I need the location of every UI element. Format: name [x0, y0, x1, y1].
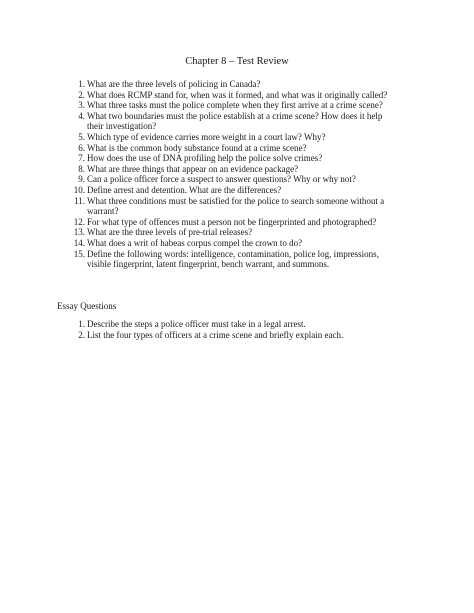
review-question: [72, 153, 392, 164]
question-number: 5.: [78, 131, 85, 142]
question-text: For what type of offences must a person not be fingerprinted and photographed?: [87, 216, 377, 227]
question-text: What three conditions must be satisfied for the police to search someone without a warrant?: [87, 195, 385, 217]
question-number: 14.: [73, 237, 85, 248]
question-number: 6.: [78, 142, 85, 153]
question-number: 1.: [78, 319, 85, 329]
question-number: 10.: [73, 184, 85, 195]
review-question: [72, 79, 392, 90]
question-number: 3.: [78, 100, 85, 111]
question-text: What are the three levels of pre-trial releases?: [87, 227, 253, 238]
question-number: 13.: [73, 227, 85, 238]
question-text: Can a police officer force a suspect to answer questions? Why or why not?: [87, 174, 356, 185]
question-text: Which type of evidence carries more weight in a court law? Why?: [87, 131, 326, 142]
question-number: 12.: [73, 216, 85, 227]
review-question: [72, 111, 392, 132]
review-question: [72, 227, 392, 238]
question-text: What is the common body substance found at a crime scene?: [87, 142, 307, 153]
essay-section-heading: Essay Questions: [57, 301, 117, 311]
question-number: 4.: [78, 110, 85, 121]
essay-question: [72, 319, 392, 330]
question-number: 1.: [78, 79, 85, 89]
review-question: [72, 185, 392, 196]
question-number: 2.: [78, 89, 85, 100]
review-question: [72, 132, 392, 143]
document-title: Chapter 8 – Test Review: [185, 56, 289, 67]
question-text: What three tasks must the police complete when they first arrive at a crime scene?: [87, 100, 383, 111]
review-question: [72, 143, 392, 154]
question-text: Describe the steps a police officer must take in a legal arrest.: [87, 319, 306, 329]
review-question: [72, 100, 392, 111]
question-text: Define the following words: intelligence, contamination, police log, impressions, visible fingerprint, latent fingerprint, bench warrant, and summons.: [87, 248, 379, 270]
essay-question-list: [72, 319, 392, 340]
question-number: 2.: [78, 329, 85, 340]
review-question: [72, 238, 392, 249]
review-question: [72, 164, 392, 175]
question-text: What does RCMP stand for, when was it formed, and what was it originally called?: [87, 89, 388, 100]
review-question: [72, 90, 392, 101]
review-question: [72, 217, 392, 228]
question-text: Define arrest and detention. What are the differences?: [87, 184, 282, 195]
question-text: What does a writ of habeas corpus compel the crown to do?: [87, 237, 303, 248]
question-number: 11.: [74, 195, 85, 206]
question-number: 8.: [78, 163, 85, 174]
review-question: [72, 196, 392, 217]
question-number: 15.: [73, 248, 85, 259]
essay-question: [72, 330, 392, 341]
review-question: [72, 249, 392, 270]
review-question-list: [72, 79, 392, 270]
review-question: [72, 174, 392, 185]
question-text: How does the use of DNA profiling help the police solve crimes?: [87, 153, 323, 164]
question-text: What are three things that appear on an evidence package?: [87, 163, 299, 174]
question-text: List the four types of officers at a crime scene and briefly explain each.: [87, 329, 344, 340]
question-text: What two boundaries must the police establish at a crime scene? How does it help their investigation?: [87, 110, 383, 132]
question-number: 9.: [78, 174, 85, 185]
question-number: 7.: [78, 153, 85, 164]
question-text: What are the three levels of policing in Canada?: [87, 79, 261, 89]
